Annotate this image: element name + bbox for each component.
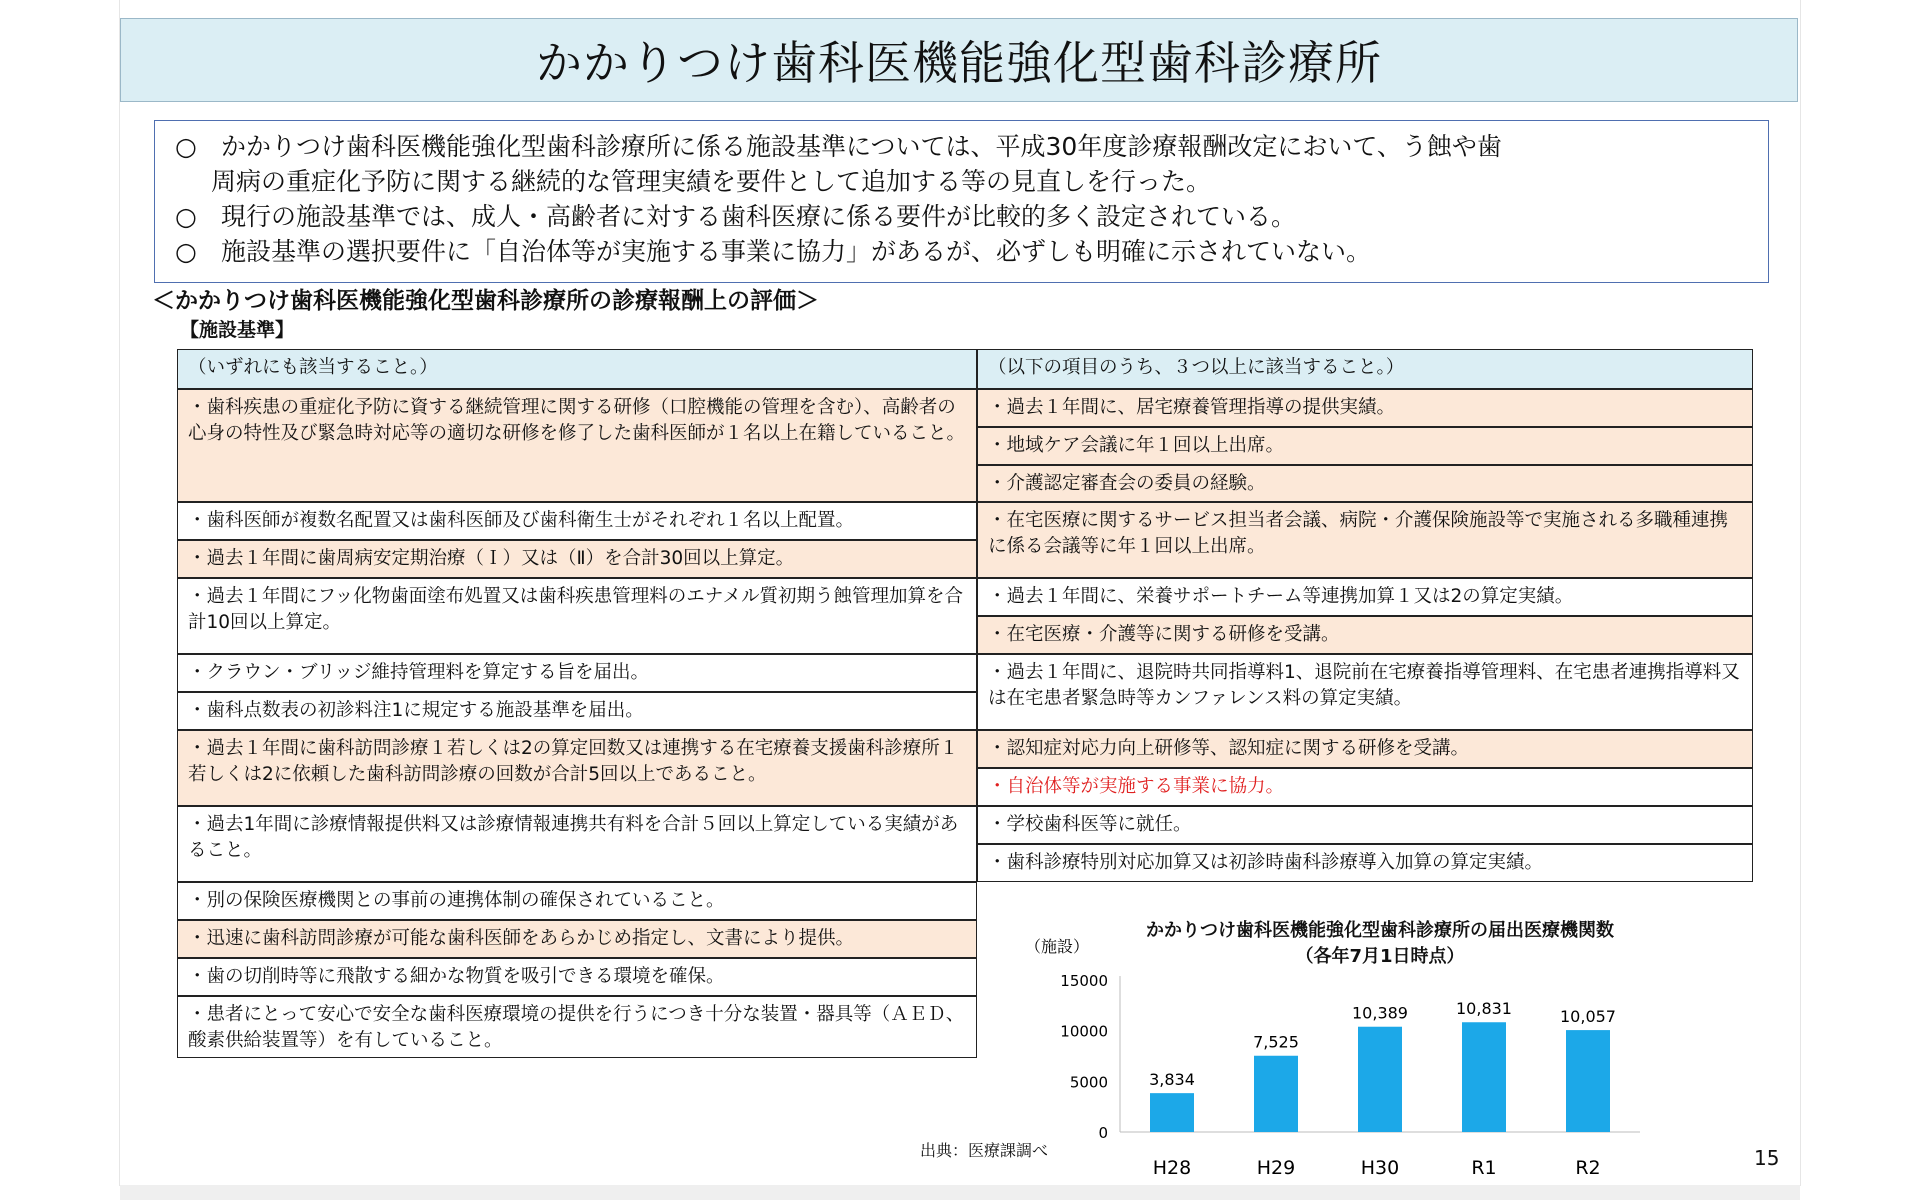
right-criteria-cell: ・認知症対応力向上研修等、認知症に関する研修を受講。 bbox=[977, 730, 1753, 768]
chart-subtitle: （各年7月1日時点） bbox=[1295, 946, 1465, 967]
left-criteria-cell: ・患者にとって安心で安全な歯科医療環境の提供を行うにつき十分な装置・器具等（ＡＥＤ、酸素供給装置等）を有していること。 bbox=[177, 996, 977, 1058]
left-criteria-cell: ・過去１年間に歯科訪問診療１若しくは2の算定回数又は連携する在宅療養支援歯科診療所１若しくは2に依頼した歯科訪問診療の回数が合計5回以上であること。 bbox=[177, 730, 977, 806]
right-criteria-cell: ・在宅医療・介護等に関する研修を受講。 bbox=[977, 616, 1753, 654]
right-column-header: （以下の項目のうち、３つ以上に該当すること。） bbox=[977, 349, 1753, 389]
left-criteria-cell: ・過去１年間にフッ化物歯面塗布処置又は歯科疾患管理料のエナメル質初期う蝕管理加算を合計10回以上算定。 bbox=[177, 578, 977, 654]
summary-text: かかりつけ歯科医機能強化型歯科診療所に係る施設基準については、平成30年度診療報酬改定において、う蝕や歯 bbox=[221, 132, 1502, 161]
circle-bullet-icon: ○ bbox=[175, 237, 197, 266]
right-criteria-cell: ・地域ケア会議に年１回以上出席。 bbox=[977, 427, 1753, 465]
left-criteria-cell: ・歯科疾患の重症化予防に資する継続管理に関する研修（口腔機能の管理を含む）、高齢者の心身の特性及び緊急時対応等の適切な研修を修了した歯科医師が１名以上在籍していること。 bbox=[177, 389, 977, 502]
sub-heading: 【施設基準】 bbox=[180, 319, 295, 341]
data-label: 10,057 bbox=[1560, 1007, 1616, 1027]
left-criteria-cell: ・歯科医師が複数名配置又は歯科医師及び歯科衛生士がそれぞれ１名以上配置。 bbox=[177, 502, 977, 540]
data-label: 3,834 bbox=[1149, 1070, 1195, 1090]
summary-text: 現行の施設基準では、成人・高齢者に対する歯科医療に係る要件が比較的多く設定されている。 bbox=[221, 202, 1297, 231]
right-criteria-cell: ・在宅医療に関するサービス担当者会議、病院・介護保険施設等で実施される多職種連携に係る会議等に年１回以上出席。 bbox=[977, 502, 1753, 578]
left-criteria-cell: ・別の保険医療機関との事前の連携体制の確保されていること。 bbox=[177, 882, 977, 920]
circle-bullet-icon: ○ bbox=[175, 202, 197, 231]
left-criteria-cell: ・歯科点数表の初診料注1に規定する施設基準を届出。 bbox=[177, 692, 977, 730]
right-criteria-cell: ・学校歯科医等に就任。 bbox=[977, 806, 1753, 844]
summary-item bbox=[175, 129, 1768, 164]
right-criteria-cell: ・介護認定審査会の委員の経験。 bbox=[977, 465, 1753, 502]
right-criteria-cell: ・過去１年間に、栄養サポートチーム等連携加算１又は2の算定実績。 bbox=[977, 578, 1753, 616]
bar-r1 bbox=[1462, 1022, 1506, 1132]
page-edge-shadow bbox=[120, 1185, 1800, 1200]
right-criteria-cell: ・過去１年間に、居宅療養管理指導の提供実績。 bbox=[977, 389, 1753, 427]
page-title: かかりつけ歯科医機能強化型歯科診療所 bbox=[120, 18, 1798, 102]
y-axis-label: （施設） bbox=[1025, 937, 1090, 956]
y-tick-label: 5000 bbox=[1069, 1073, 1108, 1092]
chart-title: かかりつけ歯科医機能強化型歯科診療所の届出医療機関数 bbox=[1146, 920, 1614, 941]
data-label: 10,831 bbox=[1456, 999, 1512, 1019]
summary-text: 施設基準の選択要件に「自治体等が実施する事業に協力」があるが、必ずしも明確に示されていない。 bbox=[221, 237, 1372, 266]
y-tick-label: 0 bbox=[1098, 1124, 1108, 1142]
bar-h30 bbox=[1358, 1027, 1402, 1132]
right-criteria-cell-highlighted: ・自治体等が実施する事業に協力。 bbox=[977, 768, 1753, 806]
right-criteria-cell: ・歯科診療特別対応加算又は初診時歯科診療導入加算の算定実績。 bbox=[977, 844, 1753, 882]
slide bbox=[120, 0, 1800, 1185]
x-tick-label: R1 bbox=[1471, 1157, 1497, 1179]
left-criteria-cell: ・迅速に歯科訪問診療が可能な歯科医師をあらかじめ指定し、文書により提供。 bbox=[177, 920, 977, 958]
y-tick-label: 15000 bbox=[1060, 972, 1108, 990]
x-tick-label: H30 bbox=[1360, 1157, 1400, 1179]
data-label: 10,389 bbox=[1352, 1003, 1408, 1023]
left-criteria-cell: ・クラウン・ブリッジ維持管理料を算定する旨を届出。 bbox=[177, 654, 977, 692]
summary-box bbox=[154, 120, 1769, 283]
left-criteria-cell: ・過去１年間に歯周病安定期治療（Ｉ）又は（Ⅱ）を合計30回以上算定。 bbox=[177, 540, 977, 578]
left-criteria-cell: ・歯の切削時等に飛散する細かな物質を吸引できる環境を確保。 bbox=[177, 958, 977, 996]
bar-chart bbox=[1025, 930, 1785, 1180]
source-note: 出典：医療課調べ bbox=[920, 1141, 1049, 1160]
circle-bullet-icon: ○ bbox=[175, 132, 197, 161]
y-tick-label: 10000 bbox=[1060, 1022, 1108, 1041]
summary-item bbox=[175, 199, 1768, 234]
bar-r2 bbox=[1566, 1030, 1610, 1132]
section-heading: ＜かかりつけ歯科医機能強化型歯科診療所の診療報酬上の評価＞ bbox=[152, 288, 819, 314]
bar-h29 bbox=[1254, 1056, 1298, 1132]
bar-h28 bbox=[1150, 1093, 1194, 1132]
summary-text-continued: 周病の重症化予防に関する継続的な管理実績を要件として追加する等の見直しを行った。 bbox=[211, 167, 1212, 196]
x-tick-label: H28 bbox=[1152, 1157, 1192, 1179]
right-criteria-cell: ・過去１年間に、退院時共同指導料1、退院前在宅療養指導管理料、在宅患者連携指導料又は在宅患者緊急時等カンファレンス料の算定実績。 bbox=[977, 654, 1753, 730]
page-number: 15 bbox=[1754, 1146, 1780, 1170]
x-tick-label: R2 bbox=[1575, 1157, 1601, 1179]
data-label: 7,525 bbox=[1253, 1032, 1299, 1052]
left-column-header: （いずれにも該当すること。） bbox=[177, 349, 977, 389]
x-tick-label: H29 bbox=[1256, 1157, 1296, 1179]
summary-item bbox=[175, 234, 1768, 269]
left-criteria-cell: ・過去1年間に診療情報提供料又は診療情報連携共有料を合計５回以上算定している実績があること。 bbox=[177, 806, 977, 882]
